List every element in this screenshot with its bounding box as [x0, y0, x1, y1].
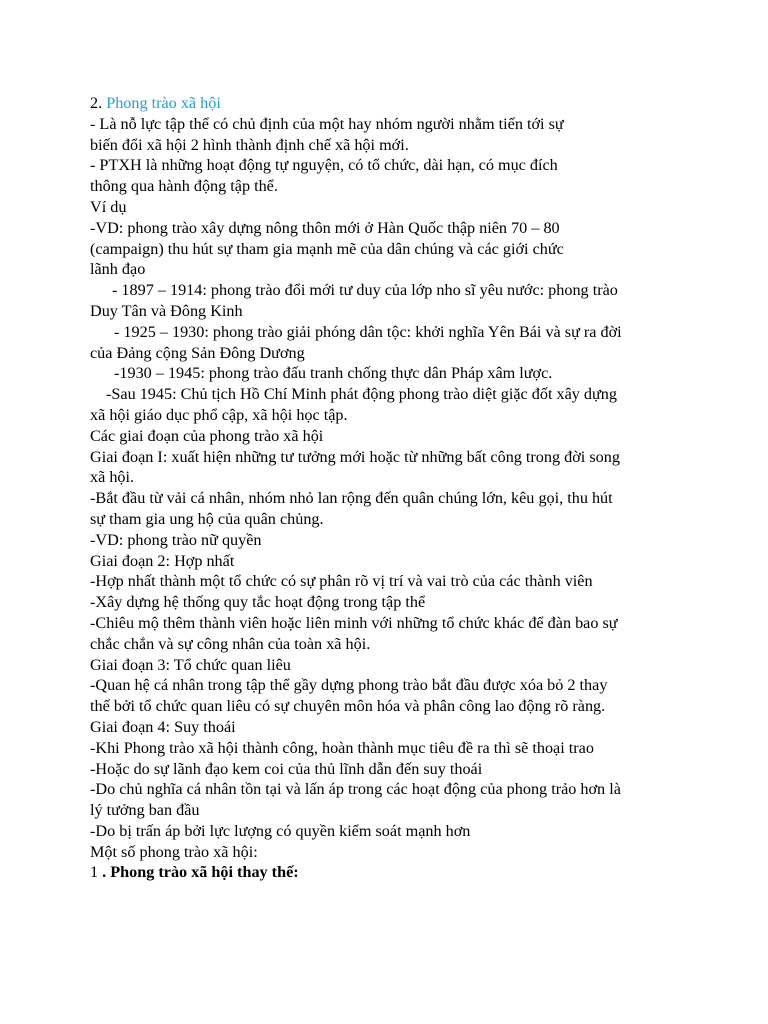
paragraph-line: của Đảng cộng Sản Đông Dương [90, 343, 305, 362]
paragraph-line: - PTXH là những hoạt động tự nguyện, có tổ chức, dài hạn, có mục đích [90, 156, 558, 175]
subsection-heading [90, 862, 690, 883]
paragraph-line: xã hội giáo dục phổ cập, xã hội học tập. [90, 405, 348, 424]
paragraph-line: Một số phong trào xã hội: [90, 842, 258, 861]
paragraph-line: -1930 – 1945: phong trào đấu tranh chống thực dân Pháp xâm lược. [114, 364, 553, 383]
paragraph-line: -VD: phong trào nữ quyền [90, 530, 262, 549]
paragraph-line: - 1897 – 1914: phong trào đổi mới tư duy của lớp nho sĩ yêu nước: phong trào [112, 281, 618, 300]
paragraph-line: -Xây dựng hệ thống quy tắc hoạt động trong tập thể [90, 593, 426, 612]
paragraph-line: -Quan hệ cá nhân trong tập thể gầy dựng phong trào bắt đầu được xóa bỏ 2 thay [90, 676, 608, 695]
paragraph-line: -Bắt đầu từ vải cá nhân, nhóm nhỏ lan rộng đến quân chúng lớn, kêu gọi, thu hút [90, 489, 613, 508]
paragraph-line: Duy Tân và Đông Kinh [90, 301, 243, 320]
section-number: 2. [90, 94, 107, 112]
subsection-number: 1 [90, 863, 103, 882]
paragraph-line: lãnh đạo [90, 260, 146, 279]
paragraph-line: -Khi Phong trào xã hội thành công, hoàn thành mục tiêu đề ra thì sẽ thoại trao [90, 738, 594, 757]
paragraph-line: - Là nỗ lực tập thể có chủ định của một hay nhóm người nhằm tiến tới sự [90, 114, 564, 133]
paragraph-line: -Sau 1945: Chủ tịch Hồ Chí Minh phát động phong trào diệt giặc đốt xây dựng [106, 385, 617, 404]
paragraph-line: - 1925 – 1930: phong trào giải phóng dân tộc: khởi nghĩa Yên Bái và sự ra đời [114, 322, 622, 341]
paragraph-line: -Chiêu mộ thêm thành viên hoặc liên minh với những tổ chức khác để đàn bao sự [90, 613, 618, 632]
paragraph-line: thông qua hành động tập thể. [90, 177, 278, 196]
paragraph-line: -Hoặc do sự lãnh đạo kem coi của thủ lĩnh dẫn đến suy thoái [90, 759, 483, 778]
paragraph-line: thế bởi tổ chức quan liêu có sự chuyên môn hóa và phân công lao động rõ ràng. [90, 697, 606, 716]
paragraph-line: lý tưởng ban đầu [90, 801, 200, 820]
paragraph-line: -Hợp nhất thành một tổ chức có sự phân rõ vị trí và vai trò của các thành viên [90, 572, 593, 591]
paragraph-line: Ví dụ [90, 197, 127, 216]
section-title: Phong trào xã hội [106, 94, 221, 112]
subsection-title: . Phong trào xã hội thay thế: [102, 863, 299, 882]
paragraph-line: Các giai đoạn của phong trào xã hội [90, 426, 324, 445]
paragraph-line: -Do chủ nghĩa cá nhân tồn tại và lấn áp trong các hoạt động của phong trảo hơn là [90, 780, 621, 799]
paragraph-line: -VD: phong trào xây dựng nông thôn mới ở Hàn Quốc thập niên 70 – 80 [90, 218, 560, 237]
paragraph-line: Giai đoạn 3: Tổ chức quan liêu [90, 655, 291, 674]
paragraph-line: Giai đoạn 2: Hợp nhất [90, 551, 235, 570]
paragraph-line: biến đổi xã hội 2 hình thành định chế xã hội mới. [90, 135, 409, 154]
paragraph-line: (campaign) thu hút sự tham gia mạnh mẽ của dân chúng và các giới chức [90, 239, 564, 258]
document-page [90, 93, 690, 883]
paragraph-line: Giai đoạn 4: Suy thoái [90, 717, 236, 736]
paragraph-line: Giai đoạn I: xuất hiện những tư tưởng mới hoặc từ những bất công trong đời song [90, 447, 620, 466]
paragraph-line: -Do bị trấn áp bởi lực lượng có quyền kiểm soát mạnh hơn [90, 821, 471, 840]
section-heading [90, 93, 690, 114]
paragraph-line: sự tham gia ung hộ của quân chủng. [90, 509, 324, 528]
paragraph-line: chắc chắn và sự công nhân của toàn xã hội. [90, 634, 371, 653]
paragraph-line: xã hội. [90, 468, 135, 487]
